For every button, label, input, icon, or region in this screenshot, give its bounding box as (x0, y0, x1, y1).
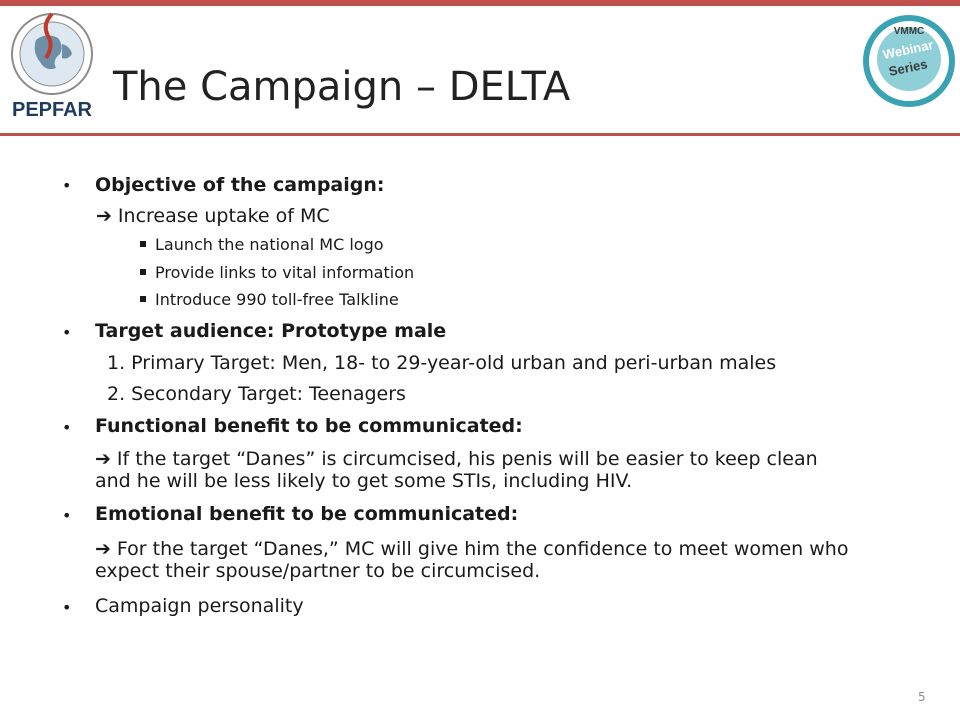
emotional-benefit-body: For the target “Danes,” MC will give him the confidence to meet women who expect their spouse/partner to be circumcised. (95, 538, 849, 582)
target-item-1: 1. Primary Target: Men, 18- to 29-year-old urban and peri-urban males (107, 352, 777, 374)
page-number: 5 (918, 690, 926, 704)
objective-arrow-text: Increase uptake of MC (117, 205, 330, 227)
right-arrow-icon: ➔ (96, 205, 112, 227)
square-bullet-icon (140, 241, 146, 247)
bullet-target-audience: Target audience: Prototype male (95, 320, 447, 342)
right-arrow-icon: ➔ (95, 538, 111, 560)
right-arrow-icon: ➔ (95, 448, 111, 470)
bullet-emotional-benefit: Emotional benefit to be communicated: (95, 503, 519, 525)
target-item-2: 2. Secondary Target: Teenagers (107, 383, 406, 405)
slide-title: The Campaign – DELTA (113, 64, 571, 110)
bullet-dot-icon: • (62, 598, 72, 617)
svg-text:Webinar: Webinar (881, 36, 935, 63)
svg-text:Series: Series (887, 56, 929, 79)
functional-benefit-text (95, 448, 855, 492)
bullet-campaign-personality: Campaign personality (95, 595, 304, 617)
emotional-benefit-text (95, 538, 855, 582)
bullet-dot-icon: • (62, 323, 72, 342)
bullet-dot-icon: • (62, 418, 72, 437)
sub-item-3: Introduce 990 toll-free Talkline (155, 290, 399, 309)
bullet-dot-icon: • (62, 176, 72, 195)
square-bullet-icon (140, 296, 146, 302)
svg-text:PEPFAR: PEPFAR (11, 99, 93, 121)
bullet-objective: Objective of the campaign: (95, 174, 385, 196)
bullet-dot-icon: • (62, 506, 72, 525)
sub-item-2: Provide links to vital information (155, 263, 415, 282)
bullet-functional-benefit: Functional benefit to be communicated: (95, 415, 523, 437)
functional-benefit-body: If the target “Danes” is circumcised, his penis will be easier to keep clean and he will be less likely to get some STIs, including HIV. (95, 448, 818, 492)
svg-text:VMMC: VMMC (893, 26, 925, 37)
square-bullet-icon (140, 269, 146, 275)
objective-arrow-line (96, 205, 330, 227)
sub-item-1: Launch the national MC logo (155, 235, 384, 254)
